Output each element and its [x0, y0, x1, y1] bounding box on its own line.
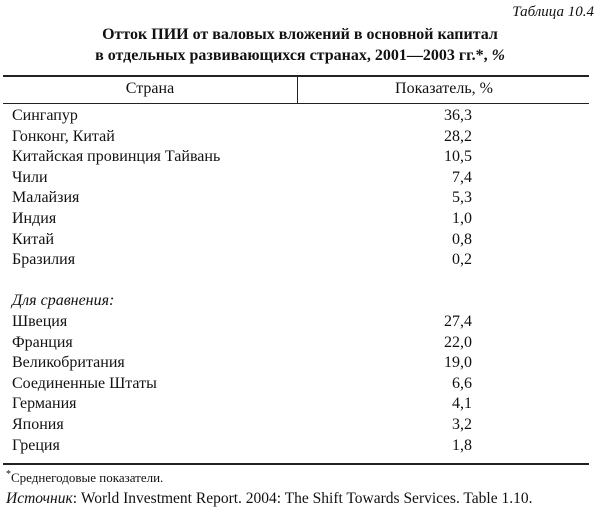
table-row	[0, 416, 600, 437]
table-row	[0, 354, 600, 375]
row-country: Чили	[12, 168, 48, 186]
table-row	[0, 169, 600, 190]
row-country: Китайская провинция Тайвань	[12, 148, 221, 166]
table-row	[0, 128, 600, 149]
row-value: 0,2	[452, 251, 472, 269]
row-value: 1,0	[452, 209, 472, 227]
table-row	[0, 334, 600, 355]
column-header-value: Показатель, %	[395, 80, 493, 97]
row-country: Германия	[12, 395, 77, 413]
footnote-mark: *	[6, 469, 11, 480]
column-header-country: Страна	[125, 80, 175, 97]
table-bottom-rule	[3, 463, 589, 465]
table-row	[0, 189, 600, 210]
table-body	[0, 107, 600, 457]
title-line-1: Отток ПИИ от валовых вложений в основной капитал	[102, 26, 498, 43]
row-country: Сингапур	[12, 107, 78, 124]
source-label: Источник	[6, 490, 73, 507]
row-value: 6,6	[452, 374, 472, 392]
table-top-rule	[3, 75, 589, 77]
row-country: Великобритания	[12, 354, 125, 372]
table-row	[0, 395, 600, 416]
table-number-label: Таблица 10.4	[512, 4, 594, 20]
row-country: Греция	[12, 436, 60, 454]
table-row	[0, 251, 600, 272]
row-value: 4,1	[452, 395, 472, 413]
table-row	[0, 313, 600, 334]
row-country: Индия	[12, 209, 57, 227]
table-row	[0, 148, 600, 169]
comparison-label-text: Для сравнения:	[12, 292, 115, 310]
row-country: Гонконг, Китай	[12, 127, 115, 145]
table-row	[0, 375, 600, 396]
comparison-label	[0, 292, 600, 313]
table-row	[0, 231, 600, 252]
row-value: 22,0	[444, 333, 472, 351]
row-value: 28,2	[444, 127, 472, 145]
row-country: Малайзия	[12, 189, 80, 207]
row-country: Япония	[12, 415, 64, 433]
row-value: 0,8	[452, 230, 472, 248]
row-country: Соединенные Штаты	[12, 374, 157, 392]
row-value: 36,3	[444, 107, 472, 124]
title-line-2	[0, 45, 600, 66]
table-row	[0, 437, 600, 458]
row-value: 3,2	[452, 415, 472, 433]
row-value: 10,5	[444, 148, 472, 166]
row-country: Бразилия	[12, 251, 76, 269]
footnote-text: Среднегодовые показатели.	[11, 470, 164, 485]
row-country: Китай	[12, 230, 55, 248]
footnote	[6, 469, 163, 486]
row-value: 5,3	[452, 189, 472, 207]
table-title	[0, 24, 600, 66]
title-unit: %	[491, 47, 505, 64]
row-spacer	[0, 272, 600, 293]
row-country: Швеция	[12, 312, 68, 330]
row-value: 7,4	[452, 168, 472, 186]
source-text: : World Investment Report. 2004: The Shift Towards Services. Table 1.10.	[72, 490, 533, 507]
row-value: 19,0	[444, 354, 472, 372]
table-row	[0, 107, 600, 128]
title-line-2-text: в отдельных развивающихся странах, 2001—2003 гг.*,	[95, 47, 492, 64]
table-row	[0, 210, 600, 231]
row-value: 1,8	[452, 436, 472, 454]
table-header-rule	[3, 103, 589, 104]
row-value: 27,4	[444, 312, 472, 330]
row-country: Франция	[12, 333, 73, 351]
source-note	[6, 490, 533, 508]
